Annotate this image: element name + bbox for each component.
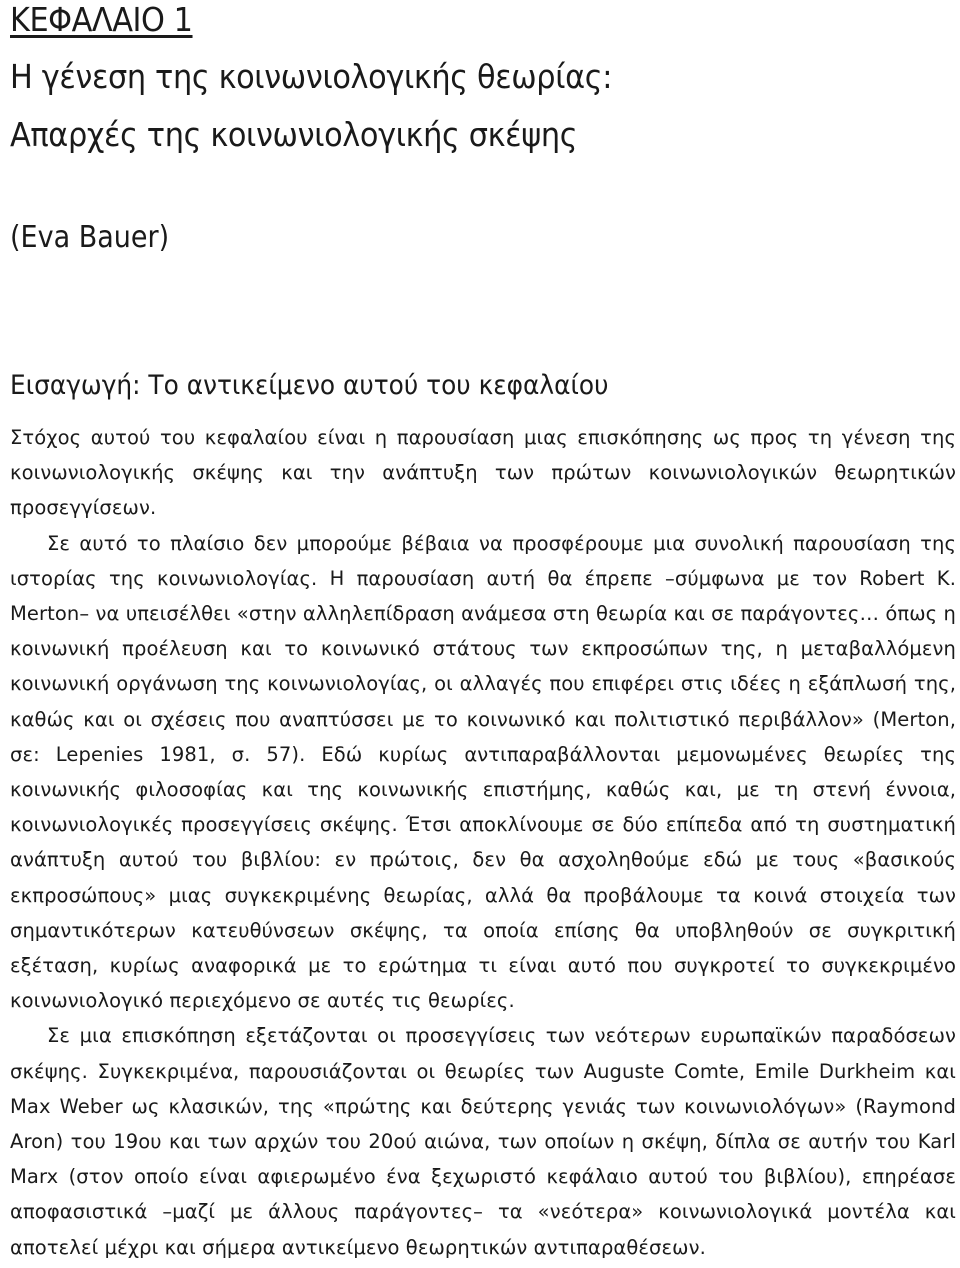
paragraph-3: Σε μια επισκόπηση εξετάζονται οι προσεγγίσεις των νεότερων ευρωπαϊκών παραδόσεων σκέψης. Συγκεκριμένα, παρουσιάζονται οι θεωρίες των Auguste Comte, Emile Durkheim και Max Weber ως κλασικών, της «πρώτης και δεύτερης γενιάς των κοινωνιολόγων» (Raymond Aron) του 19ου και των αρχών του 20ού αιώνα, των οποίων η σκέψη, δίπλα σε αυτήν του Karl Marx (στον οποίο είναι αφιερωμένο ένα ξεχωριστό κεφάλαιο αυτού του βιβλίου), επηρέασε αποφασιστικά –μαζί με άλλους παράγοντες– τα «νεότερα» κοινωνιολογικά μοντέλα και αποτελεί μέχρι και σήμερα αντικείμενο θεωρητικών αντιπαραθέσεων. bbox=[10, 1024, 956, 1259]
document-page bbox=[10, 0, 956, 1265]
paragraph-2: Σε αυτό το πλαίσιο δεν μπορούμε βέβαια να προσφέρουμε μια συνολική παρουσίαση της ιστορίας της κοινωνιολογίας. Η παρουσίαση αυτή θα έπρεπε –σύμφωνα με τον Robert K. Merton– να υπεισέλθει «στην αλληλεπίδραση ανάμεσα στη θεωρία και σε παράγοντες… όπως η κοινωνική προέλευση και το κοινωνικό στάτους των εκπροσώπων της, η μεταβαλλόμενη κοινωνική οργάνωση της κοινωνιολογίας, οι αλλαγές που επιφέρει στις ιδέες η εξάπλωσή της, καθώς και οι σχέσεις που αναπτύσσει με το κοινωνικό και πολιτιστικό περιβάλλον» (Merton, σε: Lepenies 1981, σ. 57). Εδώ κυρίως αντιπαραβάλλονται μεμονωμένες θεωρίες της κοινωνικής φιλοσοφίας και της κοινωνικής επιστήμης, καθώς και, με τη στενή έννοια, κοινωνιολογικές προσεγγίσεις σκέψης. Έτσι αποκλίνουμε σε δύο επίπεδα από τη συστηματική ανάπτυξη αυτού του βιβλίου: εν πρώτοις, δεν θα ασχοληθούμε εδώ με τους «βασικούς εκπροσώπους» μιας συγκεκριμένης θεωρίας, αλλά θα προβάλουμε τα κοινά στοιχεία των σημαντικότερων κατευθύνσεων σκέψης, τα οποία επίσης θα υποβληθούν σε συγκριτική εξέταση, κυρίως αναφορικά με το ερώτημα τι είναι αυτό που συγκροτεί το συγκεκριμένο κοινωνιολογικό περιεχόμενο σε αυτές τις θεωρίες. bbox=[10, 531, 956, 1013]
paragraph-1: Στόχος αυτού του κεφαλαίου είναι η παρουσίαση μιας επισκόπησης ως προς τη γένεση της κοινωνιολογικής σκέψης και την ανάπτυξη των πρώτων κοινωνιολογικών θεωρητικών προσεγγίσεων. bbox=[10, 426, 956, 520]
chapter-title-line-2: Απαρχές της κοινωνιολογικής σκέψης bbox=[10, 115, 578, 154]
chapter-title bbox=[10, 48, 880, 164]
chapter-author: (Eva Bauer) bbox=[10, 220, 170, 255]
body-text bbox=[10, 420, 956, 1265]
section-heading: Εισαγωγή: Το αντικείμενο αυτού του κεφαλαίου bbox=[10, 370, 609, 401]
chapter-label: ΚΕΦΑΛΑΙΟ 1 bbox=[10, 0, 193, 39]
chapter-title-line-1: Η γένεση της κοινωνιολογικής θεωρίας: bbox=[10, 57, 613, 96]
